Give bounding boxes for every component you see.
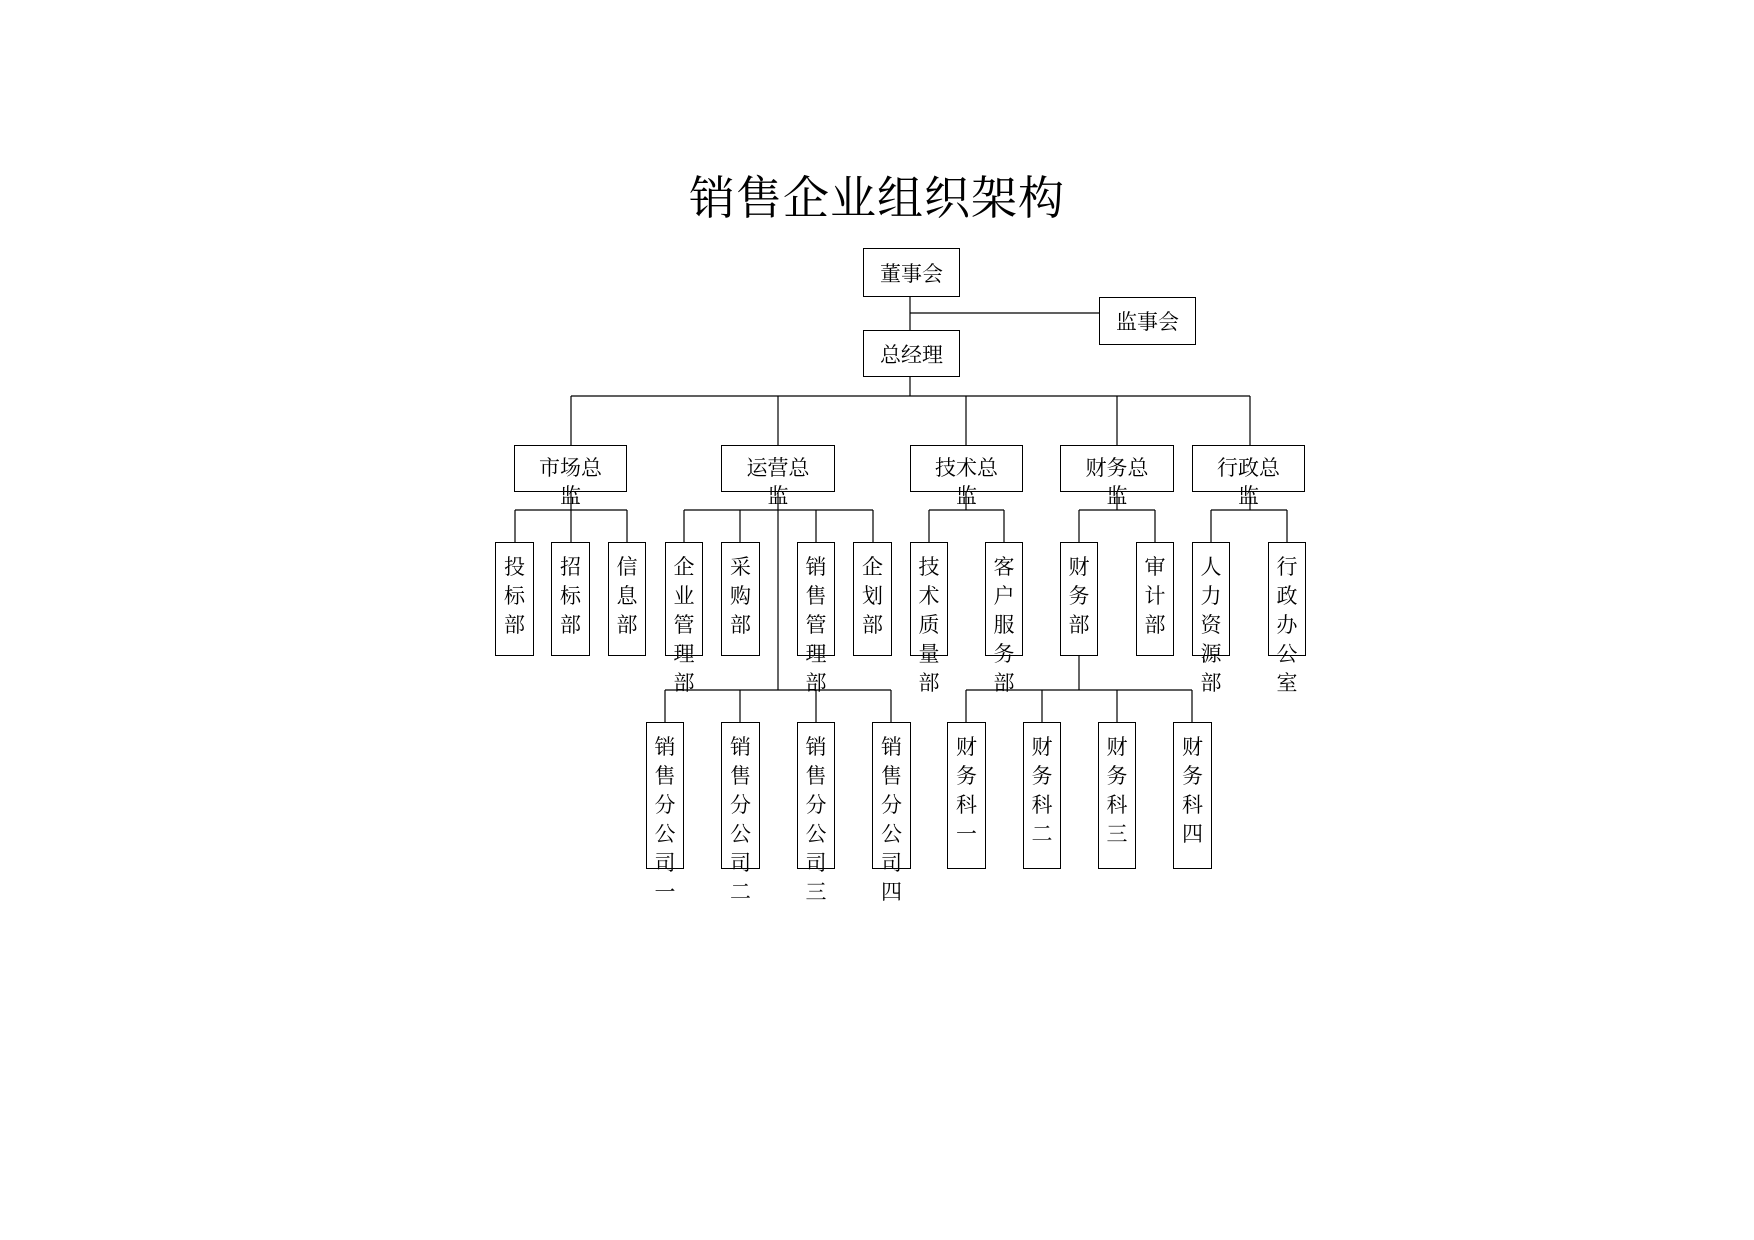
dept-customer-service: 客户服务部 [985, 542, 1023, 656]
board-box: 董事会 [863, 248, 960, 297]
finance-section-1: 财务科一 [947, 722, 986, 869]
branch-sales-3: 销售分公司三 [797, 722, 835, 869]
director-technology: 技术总监 [910, 445, 1023, 492]
branch-sales-4: 销售分公司四 [872, 722, 911, 869]
dept-finance: 财务部 [1060, 542, 1098, 656]
dept-enterprise-management: 企业管理部 [665, 542, 703, 656]
dept-audit: 审计部 [1136, 542, 1174, 656]
director-market: 市场总监 [514, 445, 627, 492]
dept-procurement: 采购部 [721, 542, 760, 656]
director-operations: 运营总监 [721, 445, 835, 492]
finance-section-4: 财务科四 [1173, 722, 1212, 869]
finance-section-3: 财务科三 [1098, 722, 1136, 869]
dept-planning: 企划部 [853, 542, 892, 656]
dept-technical-quality: 技术质量部 [910, 542, 948, 656]
dept-admin-office: 行政办公室 [1268, 542, 1306, 656]
dept-sales-management: 销售管理部 [797, 542, 835, 656]
dept-bidding: 投标部 [495, 542, 534, 656]
branch-sales-2: 销售分公司二 [721, 722, 760, 869]
dept-tendering: 招标部 [551, 542, 590, 656]
chart-title: 销售企业组织架构 [689, 171, 1065, 225]
finance-section-2: 财务科二 [1023, 722, 1061, 869]
supervisors-box: 监事会 [1099, 297, 1196, 345]
dept-human-resources: 人力资源部 [1192, 542, 1230, 656]
dept-information: 信息部 [608, 542, 646, 656]
gm-box: 总经理 [863, 330, 960, 377]
branch-sales-1: 销售分公司一 [646, 722, 684, 869]
director-admin: 行政总监 [1192, 445, 1305, 492]
director-finance: 财务总监 [1060, 445, 1174, 492]
